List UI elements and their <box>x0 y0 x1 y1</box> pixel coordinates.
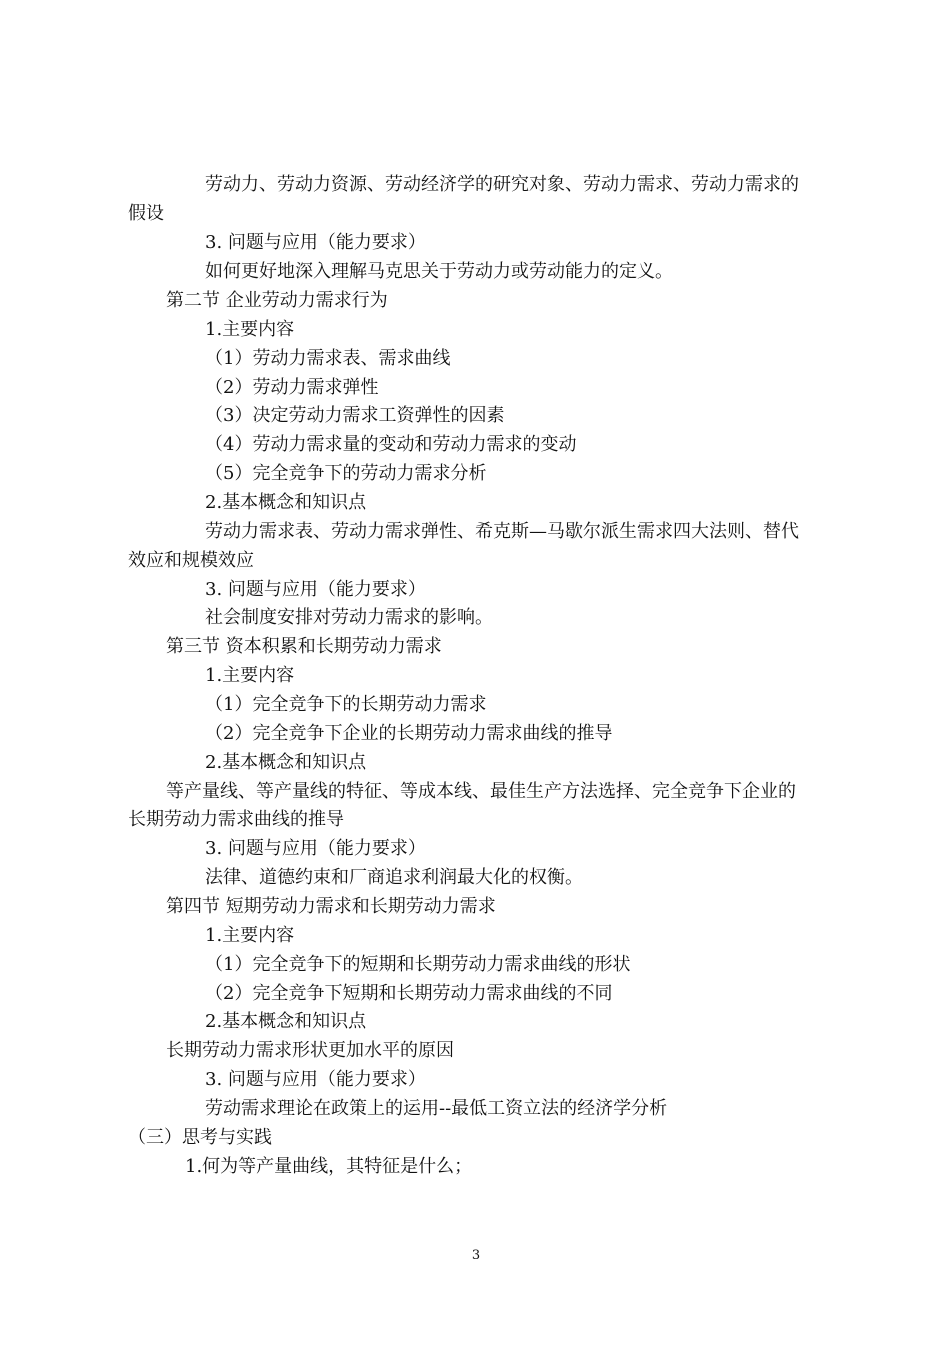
list-item: （3）决定劳动力需求工资弹性的因素 <box>205 405 505 426</box>
subheading: 2.基本概念和知识点 <box>205 492 367 513</box>
paragraph-line: 法律、道德约束和厂商追求利润最大化的权衡。 <box>205 867 583 888</box>
paragraph-line: 如何更好地深入理解马克思关于劳动力或劳动能力的定义。 <box>205 261 673 282</box>
subheading: 3. 问题与应用（能力要求） <box>205 579 426 600</box>
list-item: （5）完全竞争下的劳动力需求分析 <box>205 463 487 484</box>
paragraph-line: 长期劳动力需求曲线的推导 <box>128 809 344 830</box>
paragraph-line: 劳动力、劳动力资源、劳动经济学的研究对象、劳动力需求、劳动力需求的 <box>205 174 799 195</box>
list-item: （2）劳动力需求弹性 <box>205 377 379 398</box>
list-item: （2）完全竞争下企业的长期劳动力需求曲线的推导 <box>205 723 613 744</box>
paragraph-line: 劳动力需求表、劳动力需求弹性、希克斯—马歇尔派生需求四大法则、替代 <box>205 521 799 542</box>
subheading: 1.主要内容 <box>205 925 295 946</box>
subheading: 3. 问题与应用（能力要求） <box>205 232 426 253</box>
section-heading: （三）思考与实践 <box>128 1127 272 1148</box>
paragraph-line: 效应和规模效应 <box>128 550 254 571</box>
subheading: 3. 问题与应用（能力要求） <box>205 838 426 859</box>
list-item: （2）完全竞争下短期和长期劳动力需求曲线的不同 <box>205 983 613 1004</box>
subheading: 2.基本概念和知识点 <box>205 1011 367 1032</box>
paragraph-line: 假设 <box>128 203 164 224</box>
section-heading: 第四节 短期劳动力需求和长期劳动力需求 <box>166 896 496 917</box>
subheading: 2.基本概念和知识点 <box>205 752 367 773</box>
subheading: 1.主要内容 <box>205 319 295 340</box>
subheading: 1.主要内容 <box>205 665 295 686</box>
list-item: （1）劳动力需求表、需求曲线 <box>205 348 451 369</box>
paragraph-line: 劳动需求理论在政策上的运用--最低工资立法的经济学分析 <box>205 1098 668 1119</box>
paragraph-line: 长期劳动力需求形状更加水平的原因 <box>166 1040 454 1061</box>
list-item: （4）劳动力需求量的变动和劳动力需求的变动 <box>205 434 577 455</box>
section-heading: 第二节 企业劳动力需求行为 <box>166 290 388 311</box>
section-heading: 第三节 资本积累和长期劳动力需求 <box>166 636 442 657</box>
list-item: （1）完全竞争下的长期劳动力需求 <box>205 694 487 715</box>
paragraph-line: 等产量线、等产量线的特征、等成本线、最佳生产方法选择、完全竞争下企业的 <box>166 781 796 802</box>
paragraph-line: 社会制度安排对劳动力需求的影响。 <box>205 607 493 628</box>
page-number: 3 <box>471 1248 481 1263</box>
subheading: 3. 问题与应用（能力要求） <box>205 1069 426 1090</box>
list-item: 1.何为等产量曲线，其特征是什么； <box>185 1156 473 1177</box>
list-item: （1）完全竞争下的短期和长期劳动力需求曲线的形状 <box>205 954 631 975</box>
